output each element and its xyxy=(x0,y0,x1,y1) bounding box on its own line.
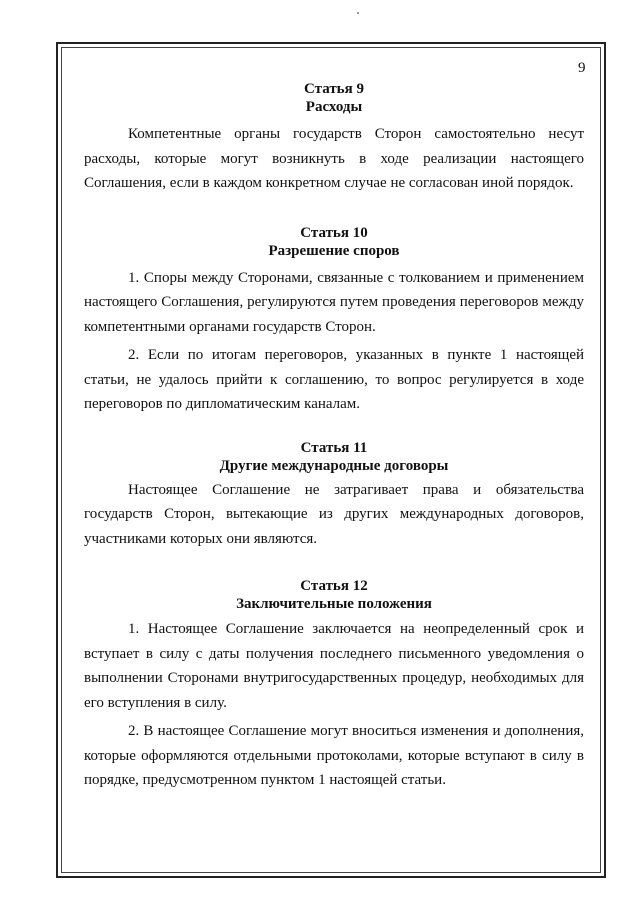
article-11 xyxy=(84,439,584,552)
article-paragraph: 2. Если по итогам переговоров, указанных в пункте 1 настоящей статьи, не удалось прийти к соглашению, то вопрос регулируется в ходе переговоров по дипломатическим каналам. xyxy=(84,347,584,412)
article-paragraph: Компетентные органы государств Сторон самостоятельно несут расходы, которые могут возникнуть в ходе реализации настоящего Соглашения, если в каждом конкретном случае не согласован иной порядок. xyxy=(84,126,584,191)
scan-speck xyxy=(357,12,359,14)
document-body xyxy=(84,80,584,821)
article-9 xyxy=(84,80,584,196)
article-heading: Статья 9 xyxy=(304,81,364,97)
article-heading: Статья 12 xyxy=(300,578,368,594)
article-title: Заключительные положения xyxy=(236,596,432,612)
article-10 xyxy=(84,224,584,417)
page-number: 9 xyxy=(578,60,586,76)
article-paragraph: 1. Споры между Сторонами, связанные с толкованием и применением настоящего Соглашения, регулируются путем проведения переговоров между компетентными органами государств Сторон. xyxy=(84,269,584,335)
article-paragraph: 1. Настоящее Соглашение заключается на неопределенный срок и вступает в силу с даты получения последнего письменного уведомления о выполнении Сторонами внутригосударственных процедур, необходимых для его вступления в силу. xyxy=(84,621,584,711)
article-heading: Статья 11 xyxy=(300,439,368,456)
article-paragraph: Настоящее Соглашение не затрагивает права и обязательства государств Сторон, вытекающие из других международных договоров, участниками которых они являются. xyxy=(84,481,584,547)
article-title: Разрешение споров xyxy=(268,242,400,259)
article-title: Расходы xyxy=(305,99,363,115)
article-title: Другие международные договоры xyxy=(219,457,449,474)
article-paragraph: 2. В настоящее Соглашение могут вноситься изменения и дополнения, которые оформляются отдельными протоколами, которые вступают в силу в порядке, предусмотренном пунктом 1 настоящей статьи. xyxy=(84,723,584,788)
article-heading: Статья 10 xyxy=(300,224,368,241)
article-12 xyxy=(84,577,584,793)
